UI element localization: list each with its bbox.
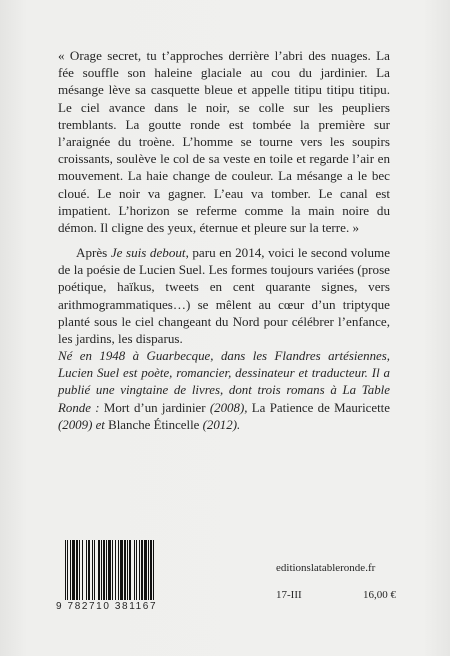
presentation-intro: Après: [76, 245, 111, 260]
bio-title-2: La Patience de Mauricette: [251, 400, 390, 415]
reference-code: 17-III: [276, 589, 302, 601]
book-presentation: [58, 244, 390, 347]
previous-book-title: Je suis debout: [110, 245, 186, 260]
publisher-url: editionslatableronde.fr: [276, 562, 376, 574]
barcode-bars: [65, 540, 198, 600]
bio-title-3: Blanche Étincelle: [108, 417, 200, 432]
barcode: [56, 540, 198, 615]
bio-year-1: (2008),: [205, 400, 252, 415]
isbn-number: 9 782710 381167: [56, 601, 158, 612]
bio-year-2: (2009) et: [58, 417, 109, 432]
bio-title-1: Mort d’un jardinier: [103, 400, 206, 415]
excerpt-quote: « Orage secret, tu t’approches derrière l’abri des nuages. La fée souffle son haleine glaciale au cou du jardinier. La mésange lève sa casquette bleue et appelle titipu titipu titipu. Le ciel avance dans le noir, se colle sur les peupliers tremblants. La goutte ronde est tombée la première sur l’araignée du troène. L’homme se tourne vers les soupirs croissants, soulève le col de sa veste en toile et regarde l’air en mouvement. La haie change de couleur. La mésange a le bec cloué. Le noir va gagner. L’eau va tomber. Le canal est impatient. L’horizon se referme comme la main noire du démon. Il cligne des yeux, éternue et pleure sur la terre. »: [58, 48, 390, 236]
reference-and-price: [276, 589, 396, 601]
bio-year-3: (2012).: [199, 417, 241, 432]
presentation-body: , paru en 2014, voici le second volume de la poésie de Lucien Suel. Les formes toujours variées (prose poétique, haïkus, tweets en cent quarante signes, vers arithmogrammatiques…) se mêlent au cœur d’un triptyque planté sous le ciel changeant du Nord pour célébrer l’enfance, les jardins, les disparus.: [58, 245, 391, 347]
bio-text: Né en 1948 à Guarbecque, dans les Flandres artésiennes, Lucien Suel est poète, romancier, dessinateur et traducteur. Il a publié une vingtaine de livres, dont trois romans à La Table Ronde :: [58, 349, 390, 415]
barcode-bar: [154, 540, 155, 600]
price-label: 16,00 €: [363, 589, 396, 601]
author-bio: [58, 348, 390, 434]
